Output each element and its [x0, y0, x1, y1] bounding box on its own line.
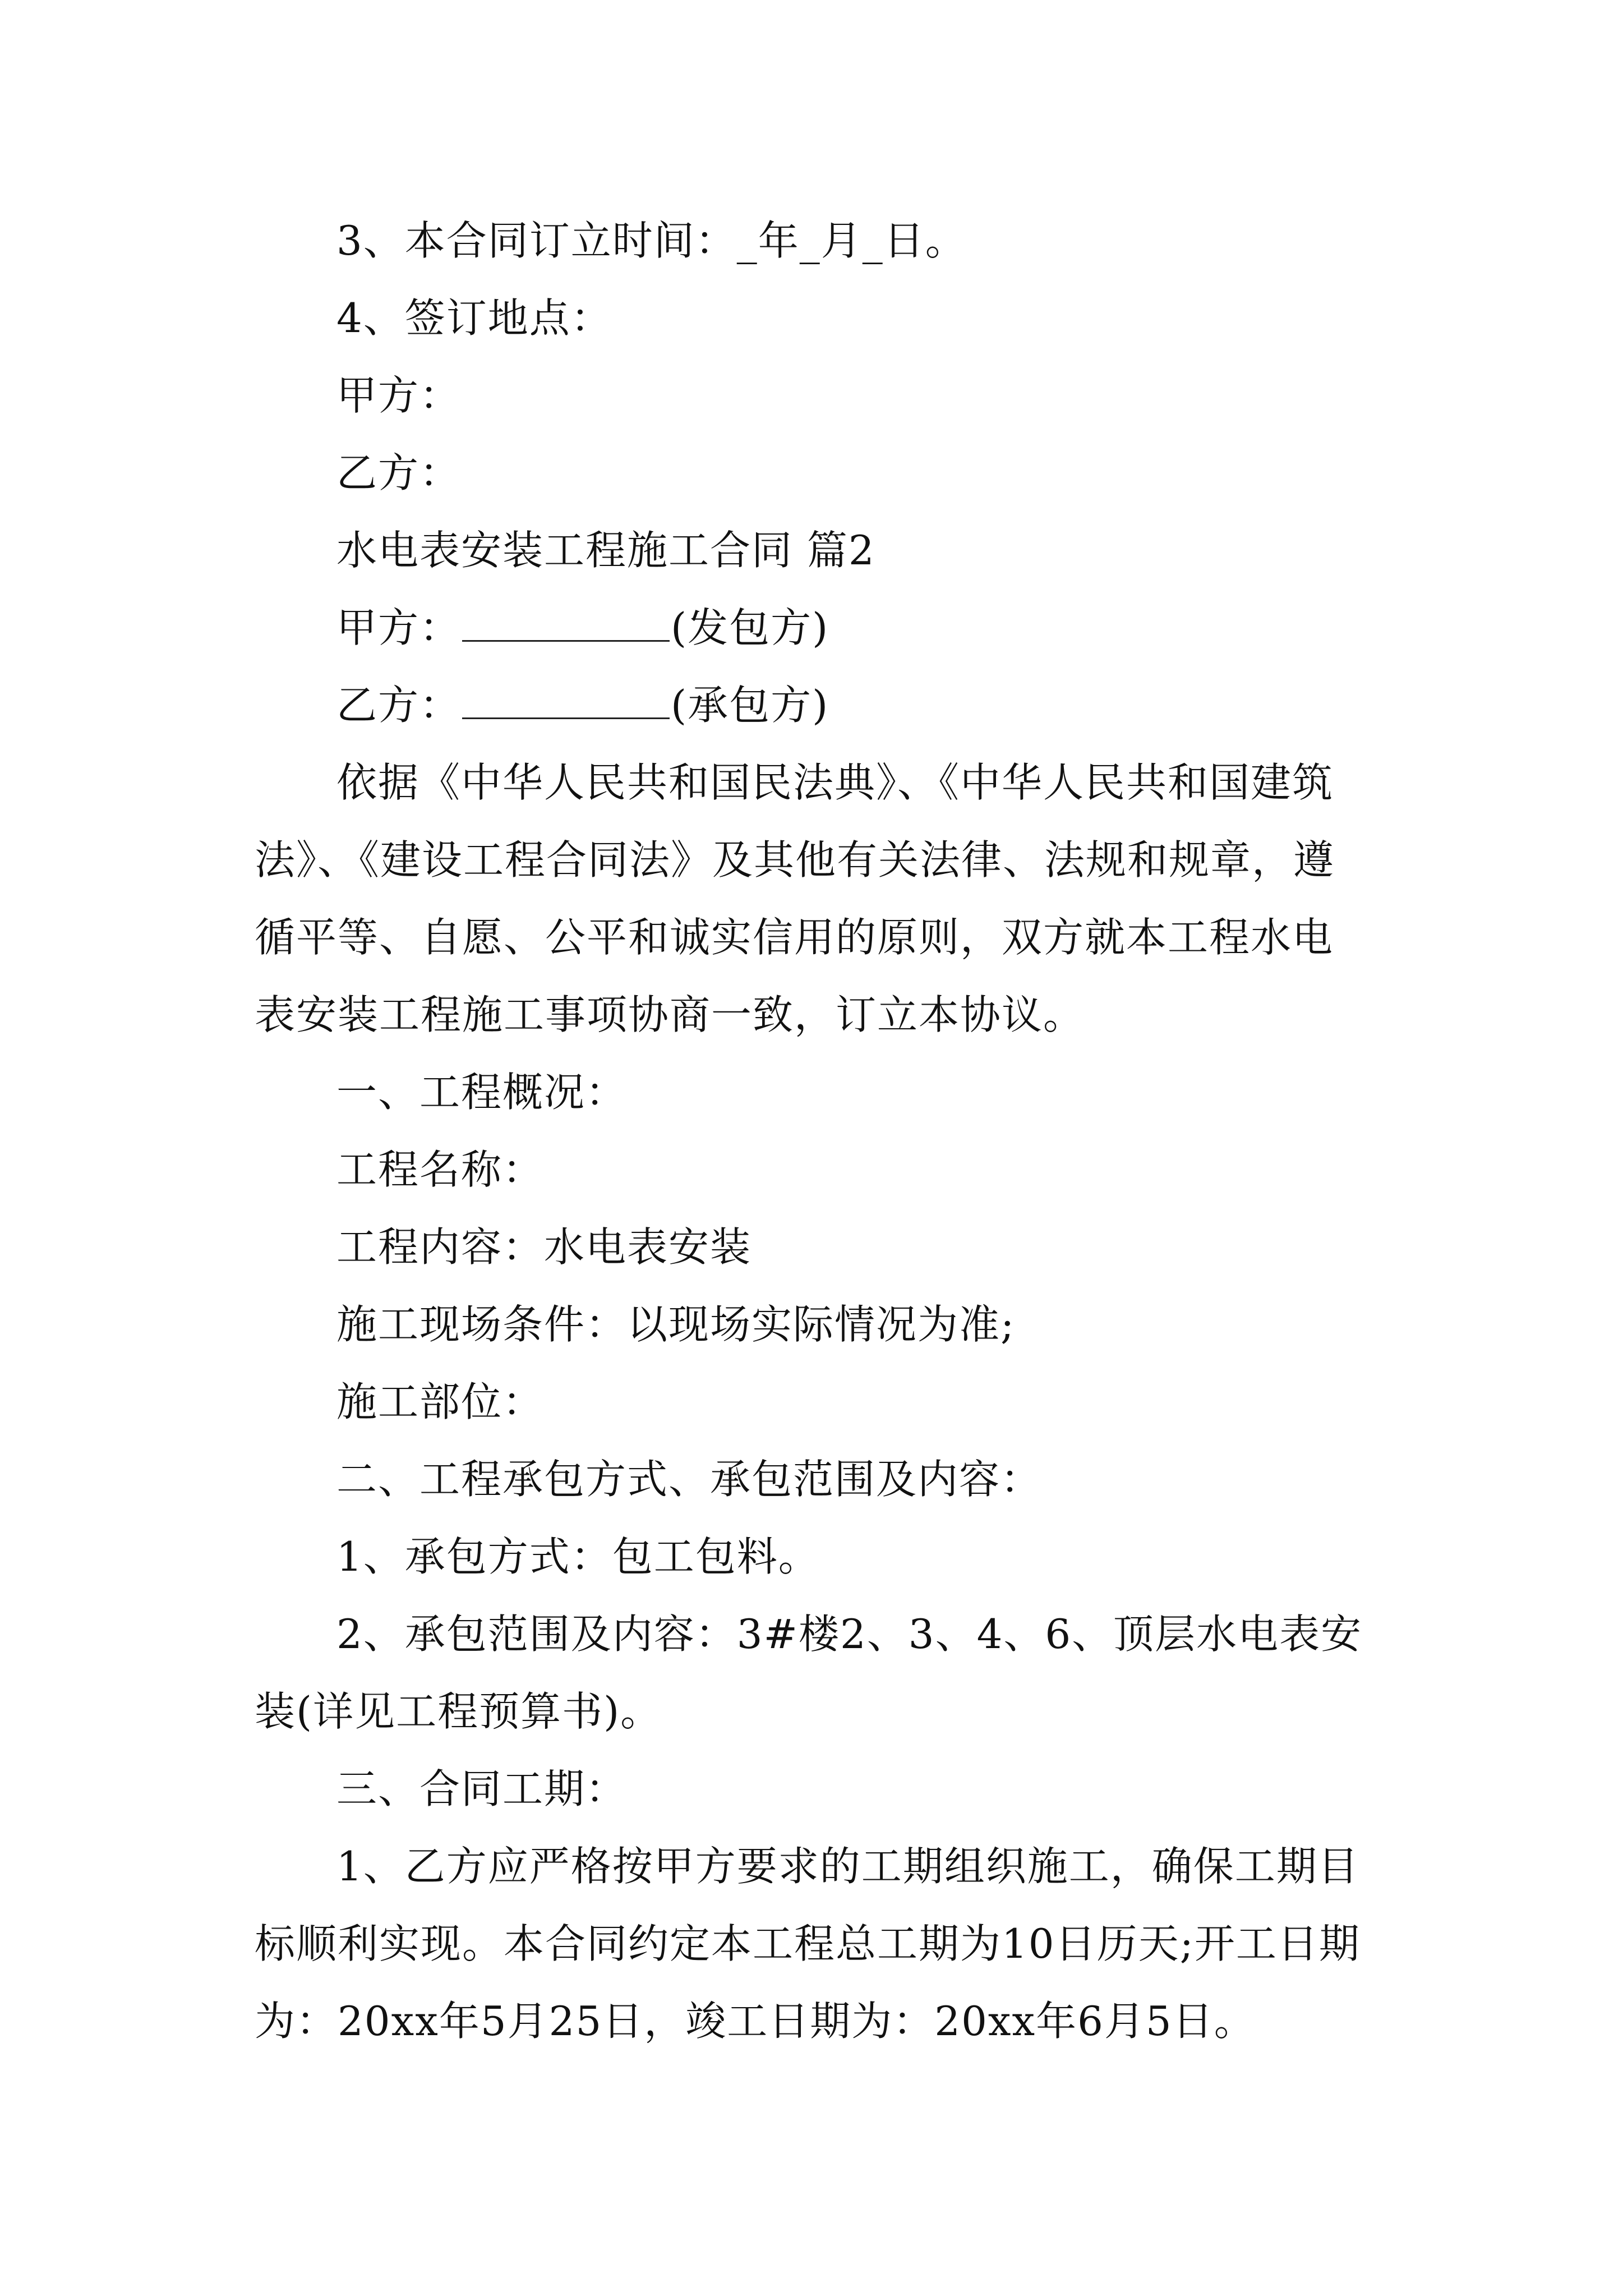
party-a-label: 甲方：	[336, 604, 462, 651]
paragraph-contract-range: 2、承包范围及内容：3#楼2、3、4、6、顶层水电表安装(详见工程预算书)。	[255, 1611, 1363, 1735]
party-a-blank-line	[462, 606, 670, 642]
paragraph-project-content: 工程内容：水电表安装	[336, 1223, 752, 1271]
heading-contract-period: 三、合同工期：	[336, 1765, 628, 1812]
paragraph-signing-place: 4、签订地点：	[336, 295, 612, 342]
paragraph-construction-site: 施工部位：	[336, 1378, 545, 1425]
paragraph-schedule: 1、乙方应严格按甲方要求的工期组织施工，确保工期目标顺利实现。本合同约定本工程总工期为10日历天;开工日期为：20xx年5月25日，竣工日期为：20xx年6月5日。	[255, 1843, 1361, 2045]
paragraph-party-a	[255, 589, 1371, 666]
paragraph-party-b	[255, 666, 1371, 744]
paragraph-party-b-sign: 乙方：	[336, 449, 462, 496]
paragraph-party-a-sign: 甲方：	[336, 372, 462, 419]
party-b-blank-line	[462, 684, 670, 719]
heading-project-overview: 一、工程概况：	[336, 1069, 628, 1116]
paragraph-contract-method: 1、承包方式：包工包料。	[336, 1533, 820, 1580]
heading-contract-scope: 二、工程承包方式、承包范围及内容：	[336, 1456, 1043, 1503]
party-b-label: 乙方：	[336, 682, 462, 729]
paragraph-project-name: 工程名称：	[336, 1146, 545, 1193]
document-body	[255, 202, 1371, 2060]
paragraph-signing-time: 3、本合同订立时间：_年_月_日。	[336, 217, 967, 264]
section-title-contract-2: 水电表安装工程施工合同 篇2	[336, 527, 875, 574]
paragraph-legal-basis: 依据《中华人民共和国民法典》、《中华人民共和国建筑法》、《建设工程合同法》及其他有关法律、法规和规章，遵循平等、自愿、公平和诚实信用的原则，双方就本工程水电表安装工程施工事项协商一致，订立本协议。	[255, 759, 1335, 1038]
party-b-role: (承包方)	[671, 682, 829, 729]
party-a-role: (发包方)	[671, 604, 829, 651]
paragraph-site-conditions: 施工现场条件：以现场实际情况为准;	[336, 1301, 1016, 1348]
